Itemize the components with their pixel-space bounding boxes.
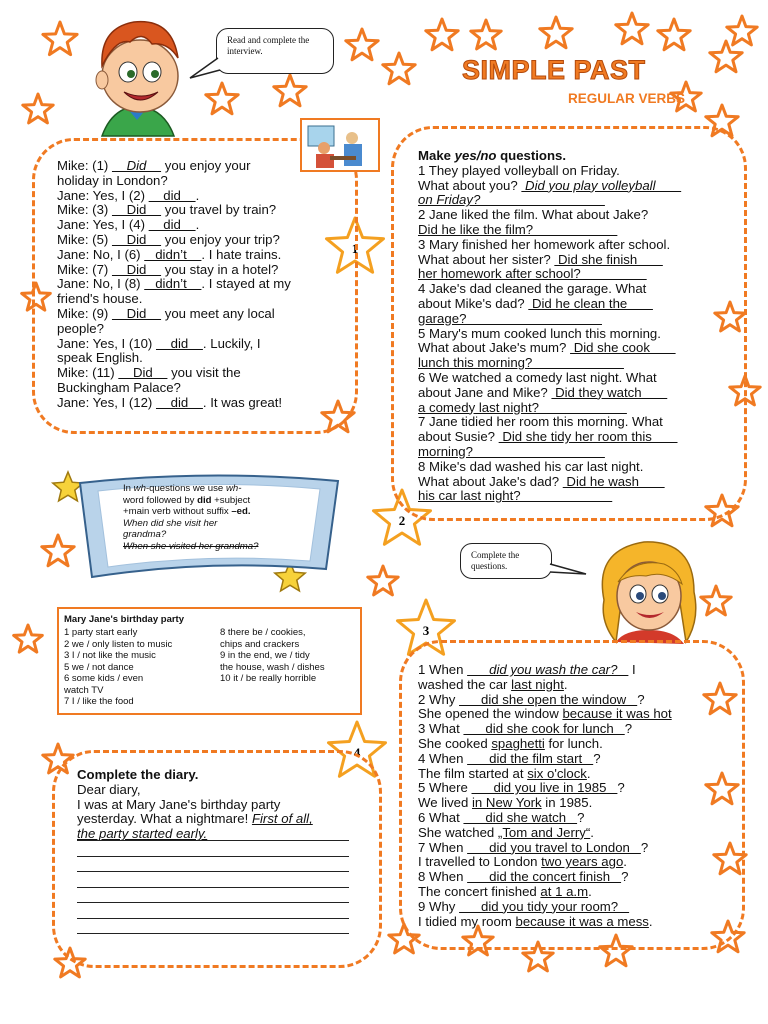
interview-line: Jane: No, I (8) didn’t . I stayed at my	[57, 276, 291, 292]
wh-underlined-part: at 1 a.m	[540, 883, 589, 899]
wh-answer: did you wash the car?	[467, 662, 629, 677]
speech-bubble-top-text: Read and complete the interview.	[227, 35, 310, 56]
party-item: 10 it / be really horrible	[220, 673, 317, 684]
wh-line: 7 When did you travel to London ?	[418, 839, 649, 855]
yes-no-line: 8 Mike's dad washed his car last night.	[418, 458, 644, 474]
party-item: chips and crackers	[220, 638, 300, 650]
exercise-number: 3	[422, 623, 430, 638]
wh-answer: did you tidy your room?	[459, 898, 630, 914]
yes-no-line: 1 They played volleyball on Friday.	[418, 162, 620, 178]
star-icon	[383, 53, 415, 84]
diary-line	[77, 933, 349, 934]
party-list-left	[64, 627, 172, 708]
wh-line: washed the car last night.	[418, 676, 568, 692]
yes-no-text	[418, 149, 681, 504]
diary-line	[77, 902, 349, 903]
yes-no-line: 6 We watched a comedy last night. What	[418, 369, 657, 385]
star-icon	[346, 29, 378, 60]
interview-line: Jane: Yes, I (10) did . Luckily, I	[57, 335, 261, 351]
wh-line: 5 Where did you live in 1985 ?	[418, 780, 625, 796]
wh-line: 3 What did she cook for lunch ?	[418, 721, 633, 737]
interview-line: Mike: (5) Did you enjoy your trip?	[57, 231, 280, 247]
interview-answer: did	[148, 187, 196, 203]
wh-underlined-part: because it was a mess	[515, 913, 649, 929]
party-item: 9 in the end, we / tidy	[220, 650, 310, 661]
diary-writing-lines	[77, 840, 349, 950]
yes-no-line: garage?	[418, 310, 602, 326]
star-icon	[471, 20, 501, 49]
yes-no-line: 2 Jane liked the film. What about Jake?	[418, 207, 649, 223]
bubble-tail-middle	[548, 560, 588, 580]
yes-no-heading: Make yes/no questions.	[418, 148, 567, 163]
diary-line	[77, 856, 349, 857]
wh-line: She cooked spaghetti for lunch.	[418, 735, 603, 751]
diary-text: Complete the diary. Dear diary, I was at Mary Jane's birthday party yesterday. What a nightmare! First of all, the party started early.	[77, 767, 313, 842]
interview-answer: didn’t	[144, 276, 202, 292]
diary-line	[77, 840, 349, 841]
wh-line: 1 When did you wash the car? I	[418, 662, 636, 677]
interview-line: Buckingham Palace?	[57, 379, 181, 395]
interview-answer: did	[155, 335, 203, 351]
party-item: 5 we / not dance	[64, 661, 134, 673]
star-icon	[426, 19, 458, 50]
star-icon	[616, 13, 648, 44]
party-item: the house, wash / dishes	[220, 661, 325, 673]
wh-line: She opened the window because it was hot	[418, 706, 672, 722]
yes-no-line: about Mike's dad? Did he clean the	[418, 295, 653, 311]
yes-no-line: 3 Mary finished her homework after school.	[418, 236, 671, 252]
interview-answer: did	[148, 217, 196, 233]
interview-line: people?	[57, 320, 104, 336]
diary-line	[77, 918, 349, 919]
page-title: SIMPLE PAST	[462, 55, 646, 85]
grammar-note: In wh-questions we use wh- word followed by did +subject +main verb without suffix –ed. When did she visit her grandma? When she visited her grandma?	[123, 483, 259, 552]
party-item: 6 some kids / even	[64, 673, 144, 684]
wh-answer: did you live in 1985	[471, 780, 618, 796]
party-list-title: Mary Jane's birthday party	[64, 614, 184, 625]
exercise-number: 1	[351, 241, 359, 256]
star-icon	[206, 83, 238, 114]
exercise-number: 4	[353, 745, 361, 760]
interview-line: Jane: Yes, I (12) did . It was great!	[57, 394, 283, 410]
interview-answer: didn’t	[144, 246, 202, 262]
wh-line: 9 Why did you tidy your room?	[418, 898, 630, 914]
interview-photo	[300, 118, 380, 172]
speech-bubble-middle	[460, 543, 552, 579]
diary-line	[77, 887, 349, 888]
yes-no-line: What about Jake's dad? Did he wash	[418, 473, 665, 489]
wh-line: The film started at six o'clock.	[418, 765, 591, 781]
girl-illustration	[594, 530, 704, 648]
yes-no-line: What about you? Did you play volleyball	[418, 177, 682, 193]
yes-no-line: 4 Jake's dad cleaned the garage. What	[418, 281, 647, 297]
yes-no-line: What about her sister? Did she finish	[418, 251, 663, 267]
bubble-tail-top	[188, 56, 222, 82]
wh-line: The concert finished at 1 a.m.	[418, 883, 592, 899]
yes-no-line: about Susie? Did she tidy her room this	[418, 429, 678, 445]
star-icon	[14, 625, 43, 652]
wh-answer: did she open the window	[459, 691, 638, 707]
interview-line: friend's house.	[57, 291, 143, 307]
wh-answer: did she watch	[463, 809, 578, 825]
interview-line: Mike: (3) Did you travel by train?	[57, 202, 277, 218]
yes-no-line: about Jane and Mike? Did they watch	[418, 384, 668, 400]
party-item: 7 I / like the food	[64, 696, 134, 707]
wh-answer: did you travel to London	[467, 839, 641, 855]
yes-no-line: What about Jake's mum? Did she cook	[418, 340, 676, 356]
diary-heading: Complete the diary.	[77, 767, 199, 782]
party-item: 2 we / only listen to music	[64, 638, 173, 650]
interview-text	[57, 159, 291, 411]
interview-line: Mike: (1) Did you enjoy your	[57, 158, 251, 173]
party-item: watch TV	[64, 684, 104, 696]
star-icon	[274, 75, 306, 106]
wh-underlined-part: spaghetti	[491, 735, 545, 751]
interview-line: Jane: Yes, I (4) did .	[57, 217, 200, 233]
wh-underlined-part: two years ago	[541, 854, 624, 870]
wh-line: 2 Why did she open the window ?	[418, 691, 645, 707]
speech-bubble-top	[216, 28, 334, 74]
star-icon	[540, 17, 572, 48]
wh-answer: did the film start	[467, 750, 594, 766]
star-icon	[710, 41, 742, 72]
interview-answer: Did	[111, 305, 162, 321]
wh-underlined-part: last night	[511, 676, 564, 692]
yes-no-line: 5 Mary's mum cooked lunch this morning.	[418, 325, 661, 341]
interview-line: Mike: (9) Did you meet any local	[57, 305, 275, 321]
wh-underlined-part: „Tom and Jerry“	[497, 824, 591, 840]
party-item: 1 party start early	[64, 627, 138, 638]
wh-underlined-part: because it was hot	[562, 706, 672, 722]
party-item: 8 there be / cookies,	[220, 627, 306, 638]
interview-answer: did	[155, 394, 203, 410]
interview-line: speak English.	[57, 350, 143, 366]
interview-line: Jane: Yes, I (2) did .	[57, 187, 200, 203]
interview-answer: Did	[118, 365, 168, 381]
yes-no-line: his car last night?	[418, 488, 613, 504]
wh-line: I travelled to London two years ago.	[418, 854, 627, 870]
wh-underlined-part: six o'clock	[527, 765, 587, 781]
yes-no-line: on Friday?	[418, 192, 605, 208]
wh-line: We lived in New York in 1985.	[418, 795, 593, 811]
party-list-right	[220, 627, 325, 685]
wh-line: She watched „Tom and Jerry“.	[418, 824, 594, 840]
star-icon	[727, 16, 757, 45]
party-item: 3 I / not like the music	[64, 650, 156, 661]
star-icon	[368, 566, 398, 595]
wh-answer: did she cook for lunch	[463, 721, 625, 737]
diary-line	[77, 871, 349, 872]
wh-line: 6 What did she watch ?	[418, 809, 585, 825]
yes-no-line: morning?	[418, 443, 605, 459]
interview-line: Mike: (11) Did you visit the	[57, 365, 241, 381]
yes-no-line: a comedy last night?	[418, 399, 627, 415]
wh-line: 8 When did the concert finish ?	[418, 869, 629, 885]
wh-line: 4 When did the film start ?	[418, 750, 601, 766]
yes-no-line: Did he like the film?	[418, 221, 618, 237]
page-subtitle: REGULAR VERBS	[568, 91, 686, 106]
boy-illustration	[72, 8, 202, 138]
wh-underlined-part: in New York	[472, 795, 542, 811]
star-icon	[658, 19, 690, 50]
star-icon	[701, 586, 731, 615]
wh-questions-text	[418, 663, 672, 929]
wh-answer: did the concert finish	[467, 869, 622, 885]
interview-line: holiday in London?	[57, 172, 168, 188]
interview-line: Jane: No, I (6) didn’t . I hate trains.	[57, 246, 282, 262]
interview-answer: Did	[111, 158, 162, 173]
yes-no-line: lunch this morning?	[418, 355, 624, 371]
yes-no-line: 7 Jane tidied her room this morning. What	[418, 414, 663, 430]
interview-answer: Did	[111, 202, 162, 218]
exercise-number: 2	[398, 513, 406, 528]
star-icon	[23, 94, 53, 123]
interview-line: Mike: (7) Did you stay in a hotel?	[57, 261, 279, 277]
yes-no-line: her homework after school?	[418, 266, 647, 282]
speech-bubble-middle-text: Complete the questions.	[471, 550, 520, 571]
wh-line: I tidied my room because it was a mess.	[418, 913, 653, 929]
interview-answer: Did	[111, 231, 162, 247]
interview-answer: Did	[111, 261, 162, 277]
